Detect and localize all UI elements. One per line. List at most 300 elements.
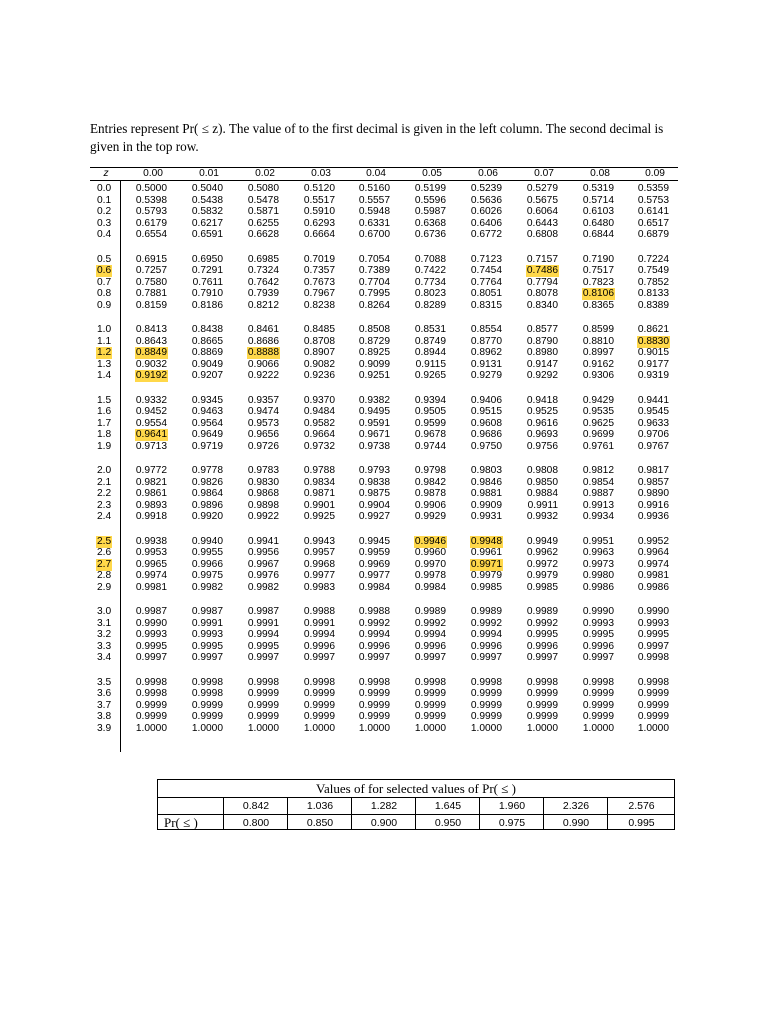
probability-cell: 0.8186 xyxy=(191,299,223,311)
probability-cell: 0.9265 xyxy=(414,370,446,381)
probability-cell: 0.9971 xyxy=(470,558,502,570)
column-header: 0.09 xyxy=(645,168,665,179)
probability-cell: 0.7580 xyxy=(135,276,167,288)
probability-cell: 1.0000 xyxy=(414,722,446,734)
probability-cell: 0.9997 xyxy=(470,652,502,663)
probability-cell: 0.8749 xyxy=(414,335,446,347)
probability-cell: 0.9999 xyxy=(526,711,558,722)
probability-cell: 0.9999 xyxy=(358,711,390,722)
probability-cell: 0.9999 xyxy=(247,688,279,699)
probability-cell: 0.6443 xyxy=(526,217,558,229)
probability-cell: 0.6406 xyxy=(470,217,502,229)
probability-cell: 0.9998 xyxy=(191,676,223,688)
probability-cell: 0.7517 xyxy=(582,265,614,276)
probability-cell: 0.8238 xyxy=(303,299,335,311)
probability-cell: 0.8907 xyxy=(303,347,335,358)
probability-cell: 0.8643 xyxy=(135,335,167,347)
probability-cell: 0.9916 xyxy=(637,499,669,511)
probability-cell: 0.9982 xyxy=(247,581,279,593)
probability-cell: 0.7764 xyxy=(470,276,502,288)
probability-cell: 0.9998 xyxy=(303,676,335,688)
probability-cell: 0.9850 xyxy=(526,476,558,488)
probability-cell: 0.9505 xyxy=(414,406,446,417)
probability-cell: 0.9974 xyxy=(637,558,669,570)
probability-cell: 0.9994 xyxy=(358,629,390,640)
probability-cell: 0.6772 xyxy=(470,229,502,240)
probability-cell: 0.9994 xyxy=(303,629,335,640)
probability-cell: 0.6293 xyxy=(303,217,335,229)
probability-cell: 0.6808 xyxy=(526,229,558,240)
probability-cell: 0.9998 xyxy=(637,676,669,688)
probability-cell: 0.9177 xyxy=(637,358,669,370)
probability-cell: 0.9999 xyxy=(303,711,335,722)
probability-cell: 0.9941 xyxy=(247,535,279,547)
probability-cell: 0.8686 xyxy=(247,335,279,347)
z-row-label: 3.7 xyxy=(97,699,112,711)
probability-cell: 0.9554 xyxy=(135,417,167,429)
quantile-z-value: 2.326 xyxy=(543,797,608,814)
probability-cell: 0.9032 xyxy=(135,358,167,370)
probability-cell: 0.5871 xyxy=(247,206,279,217)
probability-cell: 0.8485 xyxy=(303,324,335,335)
probability-cell: 0.9990 xyxy=(637,606,669,617)
probability-cell: 0.9925 xyxy=(303,511,335,522)
probability-cell: 0.9999 xyxy=(470,699,502,711)
probability-cell: 0.9495 xyxy=(358,406,390,417)
probability-cell: 0.9803 xyxy=(470,465,502,476)
probability-cell: 0.9332 xyxy=(135,394,167,406)
probability-cell: 0.9956 xyxy=(247,547,279,558)
probability-cell: 0.6255 xyxy=(247,217,279,229)
probability-cell: 0.6480 xyxy=(582,217,614,229)
probability-cell: 0.9370 xyxy=(303,394,335,406)
probability-cell: 0.8289 xyxy=(414,299,446,311)
probability-cell: 0.9999 xyxy=(247,711,279,722)
probability-cell: 0.9999 xyxy=(191,711,223,722)
probability-cell: 0.9463 xyxy=(191,406,223,417)
probability-cell: 0.9788 xyxy=(303,465,335,476)
probability-cell: 0.9965 xyxy=(135,558,167,570)
probability-cell: 0.9992 xyxy=(526,617,558,629)
probability-cell: 0.9996 xyxy=(303,640,335,652)
probability-cell: 0.9671 xyxy=(358,429,390,440)
probability-cell: 0.5160 xyxy=(358,183,390,194)
column-header: 0.04 xyxy=(366,168,386,179)
probability-cell: 0.9997 xyxy=(135,652,167,663)
z-row-label: 3.2 xyxy=(97,629,112,640)
probability-cell: 0.8962 xyxy=(470,347,502,358)
z-row-label: 1.7 xyxy=(97,417,112,429)
probability-cell: 0.9962 xyxy=(526,547,558,558)
probability-cell: 0.9857 xyxy=(637,476,669,488)
probability-cell: 0.9192 xyxy=(135,370,167,381)
quantile-prob-row xyxy=(158,815,674,830)
column-header: 0.03 xyxy=(311,168,331,179)
probability-cell: 0.9991 xyxy=(191,617,223,629)
probability-cell: 0.9292 xyxy=(526,370,558,381)
probability-cell: 0.6915 xyxy=(135,253,167,265)
probability-cell: 0.7190 xyxy=(582,253,614,265)
z-row-label: 1.4 xyxy=(97,370,112,381)
probability-cell: 0.9834 xyxy=(303,476,335,488)
probability-cell: 0.5753 xyxy=(637,194,669,206)
probability-cell: 0.8023 xyxy=(414,288,446,299)
column-header: 0.08 xyxy=(590,168,610,179)
probability-cell: 0.7486 xyxy=(526,265,558,276)
probability-cell: 0.6985 xyxy=(247,253,279,265)
probability-cell: 0.9998 xyxy=(582,676,614,688)
z-row-label: 1.9 xyxy=(97,440,112,452)
probability-cell: 0.9997 xyxy=(303,652,335,663)
probability-cell: 0.9975 xyxy=(191,570,223,581)
probability-cell: 0.9861 xyxy=(135,488,167,499)
probability-cell: 0.9656 xyxy=(247,429,279,440)
probability-cell: 0.9394 xyxy=(414,394,446,406)
probability-cell: 0.5948 xyxy=(358,206,390,217)
probability-cell: 0.9945 xyxy=(358,535,390,547)
probability-cell: 0.9998 xyxy=(247,676,279,688)
probability-cell: 0.9678 xyxy=(414,429,446,440)
probability-cell: 0.9706 xyxy=(637,429,669,440)
probability-cell: 0.8888 xyxy=(247,347,279,358)
probability-cell: 0.9995 xyxy=(191,640,223,652)
probability-cell: 0.9988 xyxy=(358,606,390,617)
probability-cell: 0.9817 xyxy=(637,465,669,476)
probability-cell: 0.9996 xyxy=(526,640,558,652)
z-row-label: 3.9 xyxy=(97,722,112,734)
probability-cell: 0.9999 xyxy=(414,711,446,722)
probability-cell: 0.9382 xyxy=(358,394,390,406)
probability-cell: 0.9999 xyxy=(526,699,558,711)
probability-cell: 0.9599 xyxy=(414,417,446,429)
probability-cell: 0.9616 xyxy=(526,417,558,429)
probability-cell: 0.9871 xyxy=(303,488,335,499)
probability-cell: 0.8438 xyxy=(191,324,223,335)
z-row-label: 0.1 xyxy=(97,194,112,206)
z-row-label: 2.4 xyxy=(97,511,112,522)
probability-cell: 0.9772 xyxy=(135,465,167,476)
probability-cell: 0.9995 xyxy=(526,629,558,640)
probability-cell: 0.8729 xyxy=(358,335,390,347)
probability-cell: 0.8554 xyxy=(470,324,502,335)
probability-cell: 0.9985 xyxy=(470,581,502,593)
probability-cell: 0.5040 xyxy=(191,183,223,194)
probability-cell: 0.9887 xyxy=(582,488,614,499)
probability-cell: 0.9989 xyxy=(470,606,502,617)
probability-cell: 0.9949 xyxy=(526,535,558,547)
probability-cell: 0.9979 xyxy=(470,570,502,581)
z-row-label: 2.8 xyxy=(97,570,112,581)
probability-cell: 0.8925 xyxy=(358,347,390,358)
probability-cell: 0.9812 xyxy=(582,465,614,476)
probability-cell: 0.9999 xyxy=(582,699,614,711)
probability-cell: 0.9961 xyxy=(470,547,502,558)
probability-cell: 0.5557 xyxy=(358,194,390,206)
probability-cell: 0.9999 xyxy=(582,711,614,722)
probability-cell: 0.9515 xyxy=(470,406,502,417)
z-row-label: 3.6 xyxy=(97,688,112,699)
probability-cell: 0.7642 xyxy=(247,276,279,288)
quantile-prob-value: 0.950 xyxy=(415,815,480,830)
probability-cell: 0.5636 xyxy=(470,194,502,206)
probability-cell: 0.9535 xyxy=(582,406,614,417)
probability-cell: 0.6517 xyxy=(637,217,669,229)
probability-cell: 0.9999 xyxy=(470,711,502,722)
probability-cell: 0.9875 xyxy=(358,488,390,499)
probability-cell: 0.9484 xyxy=(303,406,335,417)
z-row-label: 1.6 xyxy=(97,406,112,417)
column-header: 0.05 xyxy=(422,168,442,179)
probability-cell: 0.6628 xyxy=(247,229,279,240)
probability-cell: 0.9890 xyxy=(637,488,669,499)
probability-cell: 0.9693 xyxy=(526,429,558,440)
probability-cell: 0.9997 xyxy=(637,640,669,652)
probability-cell: 0.9893 xyxy=(135,499,167,511)
probability-cell: 0.7852 xyxy=(637,276,669,288)
probability-cell: 0.6554 xyxy=(135,229,167,240)
probability-cell: 0.9591 xyxy=(358,417,390,429)
probability-cell: 0.9997 xyxy=(526,652,558,663)
probability-cell: 0.9951 xyxy=(582,535,614,547)
probability-cell: 0.7794 xyxy=(526,276,558,288)
probability-cell: 0.9986 xyxy=(637,581,669,593)
probability-cell: 0.9988 xyxy=(303,606,335,617)
probability-cell: 0.9968 xyxy=(303,558,335,570)
probability-cell: 0.9826 xyxy=(191,476,223,488)
probability-cell: 0.9996 xyxy=(358,640,390,652)
probability-cell: 0.7157 xyxy=(526,253,558,265)
probability-cell: 0.7088 xyxy=(414,253,446,265)
probability-cell: 0.8869 xyxy=(191,347,223,358)
z-row-label: 2.3 xyxy=(97,499,112,511)
probability-cell: 0.9236 xyxy=(303,370,335,381)
probability-cell: 0.9953 xyxy=(135,547,167,558)
probability-cell: 0.9990 xyxy=(135,617,167,629)
probability-cell: 0.9999 xyxy=(135,711,167,722)
probability-cell: 0.9633 xyxy=(637,417,669,429)
column-header: 0.00 xyxy=(143,168,163,179)
probability-cell: 0.5359 xyxy=(637,183,669,194)
quantile-z-value: 2.576 xyxy=(607,797,675,814)
probability-cell: 0.9999 xyxy=(637,688,669,699)
probability-cell: 0.9932 xyxy=(526,511,558,522)
probability-cell: 0.9999 xyxy=(303,688,335,699)
probability-cell: 0.5478 xyxy=(247,194,279,206)
probability-cell: 0.9418 xyxy=(526,394,558,406)
probability-cell: 0.9948 xyxy=(470,535,502,547)
probability-cell: 0.9846 xyxy=(470,476,502,488)
probability-cell: 0.9998 xyxy=(135,676,167,688)
probability-cell: 0.9999 xyxy=(414,688,446,699)
probability-cell: 0.9931 xyxy=(470,511,502,522)
probability-cell: 0.9918 xyxy=(135,511,167,522)
probability-cell: 0.6664 xyxy=(303,229,335,240)
probability-cell: 0.8133 xyxy=(637,288,669,299)
probability-cell: 0.9452 xyxy=(135,406,167,417)
probability-cell: 0.9429 xyxy=(582,394,614,406)
probability-cell: 0.9357 xyxy=(247,394,279,406)
probability-cell: 0.9713 xyxy=(135,440,167,452)
probability-cell: 1.0000 xyxy=(582,722,614,734)
z-row-label: 3.5 xyxy=(97,676,112,688)
probability-cell: 0.9986 xyxy=(582,581,614,593)
probability-cell: 0.5199 xyxy=(414,183,446,194)
probability-cell: 0.9998 xyxy=(135,688,167,699)
z-row-label: 0.0 xyxy=(97,183,112,194)
probability-cell: 0.9995 xyxy=(637,629,669,640)
probability-cell: 0.6368 xyxy=(414,217,446,229)
probability-cell: 0.9756 xyxy=(526,440,558,452)
probability-cell: 0.9896 xyxy=(191,499,223,511)
probability-cell: 0.7734 xyxy=(414,276,446,288)
probability-cell: 0.9999 xyxy=(526,688,558,699)
probability-cell: 0.9995 xyxy=(135,640,167,652)
probability-cell: 0.9719 xyxy=(191,440,223,452)
probability-cell: 0.9997 xyxy=(414,652,446,663)
z-row-label: 0.3 xyxy=(97,217,112,229)
probability-cell: 0.9995 xyxy=(247,640,279,652)
probability-cell: 0.9995 xyxy=(582,629,614,640)
probability-cell: 0.9997 xyxy=(191,652,223,663)
probability-cell: 0.9967 xyxy=(247,558,279,570)
probability-cell: 0.7549 xyxy=(637,265,669,276)
probability-cell: 0.8078 xyxy=(526,288,558,299)
probability-cell: 0.8159 xyxy=(135,299,167,311)
probability-cell: 0.9564 xyxy=(191,417,223,429)
quantile-z-value: 1.282 xyxy=(351,797,416,814)
probability-cell: 0.6026 xyxy=(470,206,502,217)
z-row-label: 0.6 xyxy=(97,265,112,276)
probability-cell: 0.9970 xyxy=(414,558,446,570)
probability-cell: 0.9959 xyxy=(358,547,390,558)
probability-cell: 0.9952 xyxy=(637,535,669,547)
probability-cell: 0.9936 xyxy=(637,511,669,522)
quantile-z-value: 1.036 xyxy=(287,797,352,814)
probability-cell: 0.9999 xyxy=(358,699,390,711)
probability-cell: 0.9991 xyxy=(247,617,279,629)
probability-cell: 1.0000 xyxy=(247,722,279,734)
z-row-label: 3.4 xyxy=(97,652,112,663)
probability-cell: 0.9991 xyxy=(303,617,335,629)
z-header: z xyxy=(103,168,109,179)
probability-cell: 0.9994 xyxy=(247,629,279,640)
probability-cell: 0.9946 xyxy=(414,535,446,547)
column-header: 0.01 xyxy=(199,168,219,179)
probability-cell: 0.8531 xyxy=(414,324,446,335)
probability-cell: 0.5239 xyxy=(470,183,502,194)
probability-cell: 0.9999 xyxy=(303,699,335,711)
probability-cell: 0.9987 xyxy=(247,606,279,617)
quantile-prob-value: 0.900 xyxy=(351,815,416,830)
quantile-z-value: 1.960 xyxy=(479,797,544,814)
probability-cell: 0.6950 xyxy=(191,253,223,265)
quantile-prob-value: 0.990 xyxy=(543,815,608,830)
probability-cell: 0.9131 xyxy=(470,358,502,370)
probability-cell: 0.9997 xyxy=(358,652,390,663)
probability-cell: 0.9838 xyxy=(358,476,390,488)
probability-cell: 1.0000 xyxy=(358,722,390,734)
probability-cell: 0.7454 xyxy=(470,265,502,276)
probability-cell: 0.9989 xyxy=(414,606,446,617)
probability-cell: 1.0000 xyxy=(135,722,167,734)
probability-cell: 0.6103 xyxy=(582,206,614,217)
probability-cell: 0.9015 xyxy=(637,347,669,358)
probability-cell: 0.9998 xyxy=(526,676,558,688)
z-row-label: 3.0 xyxy=(97,606,112,617)
probability-cell: 0.9525 xyxy=(526,406,558,417)
probability-cell: 0.9345 xyxy=(191,394,223,406)
probability-cell: 0.9985 xyxy=(526,581,558,593)
probability-cell: 0.6064 xyxy=(526,206,558,217)
probability-cell: 0.8106 xyxy=(582,288,614,299)
probability-cell: 0.9974 xyxy=(135,570,167,581)
probability-cell: 0.9977 xyxy=(303,570,335,581)
probability-cell: 0.9966 xyxy=(191,558,223,570)
probability-cell: 0.9964 xyxy=(637,547,669,558)
z-row-label: 0.7 xyxy=(97,276,112,288)
probability-cell: 0.8621 xyxy=(637,324,669,335)
probability-cell: 0.7257 xyxy=(135,265,167,276)
probability-cell: 0.9909 xyxy=(470,499,502,511)
probability-cell: 0.7704 xyxy=(358,276,390,288)
probability-cell: 0.9920 xyxy=(191,511,223,522)
quantile-z-value: 0.842 xyxy=(223,797,288,814)
probability-cell: 0.9306 xyxy=(582,370,614,381)
probability-cell: 0.9969 xyxy=(358,558,390,570)
probability-cell: 0.8413 xyxy=(135,324,167,335)
z-row-label: 2.0 xyxy=(97,465,112,476)
probability-cell: 0.7291 xyxy=(191,265,223,276)
probability-cell: 0.5080 xyxy=(247,183,279,194)
z-row-label: 2.2 xyxy=(97,488,112,499)
probability-cell: 0.9821 xyxy=(135,476,167,488)
probability-cell: 0.9940 xyxy=(191,535,223,547)
probability-cell: 0.5714 xyxy=(582,194,614,206)
probability-cell: 0.6591 xyxy=(191,229,223,240)
probability-cell: 0.9808 xyxy=(526,465,558,476)
probability-cell: 0.7357 xyxy=(303,265,335,276)
probability-cell: 0.5398 xyxy=(135,194,167,206)
probability-cell: 0.9999 xyxy=(637,699,669,711)
probability-cell: 0.9973 xyxy=(582,558,614,570)
probability-cell: 0.8508 xyxy=(358,324,390,335)
probability-cell: 0.9625 xyxy=(582,417,614,429)
z-row-label: 0.4 xyxy=(97,229,112,240)
probability-cell: 0.6844 xyxy=(582,229,614,240)
probability-cell: 0.6331 xyxy=(358,217,390,229)
probability-cell: 0.9984 xyxy=(414,581,446,593)
probability-cell: 0.8365 xyxy=(582,299,614,311)
probability-cell: 0.6141 xyxy=(637,206,669,217)
probability-cell: 0.9984 xyxy=(358,581,390,593)
probability-cell: 0.7324 xyxy=(247,265,279,276)
probability-cell: 0.8315 xyxy=(470,299,502,311)
probability-cell: 0.9990 xyxy=(582,606,614,617)
probability-cell: 0.9911 xyxy=(527,499,558,511)
probability-cell: 0.9049 xyxy=(191,358,223,370)
probability-cell: 0.9207 xyxy=(191,370,223,381)
probability-cell: 0.9649 xyxy=(191,429,223,440)
probability-cell: 0.9981 xyxy=(135,581,167,593)
quantile-prob-label: Pr( ≤ ) xyxy=(164,814,198,830)
column-header: 0.02 xyxy=(255,168,275,179)
z-row-label: 0.5 xyxy=(97,253,112,265)
probability-cell: 0.9686 xyxy=(470,429,502,440)
probability-cell: 0.8944 xyxy=(414,347,446,358)
probability-cell: 0.9996 xyxy=(470,640,502,652)
probability-cell: 0.5793 xyxy=(135,206,167,217)
probability-cell: 0.9998 xyxy=(414,676,446,688)
